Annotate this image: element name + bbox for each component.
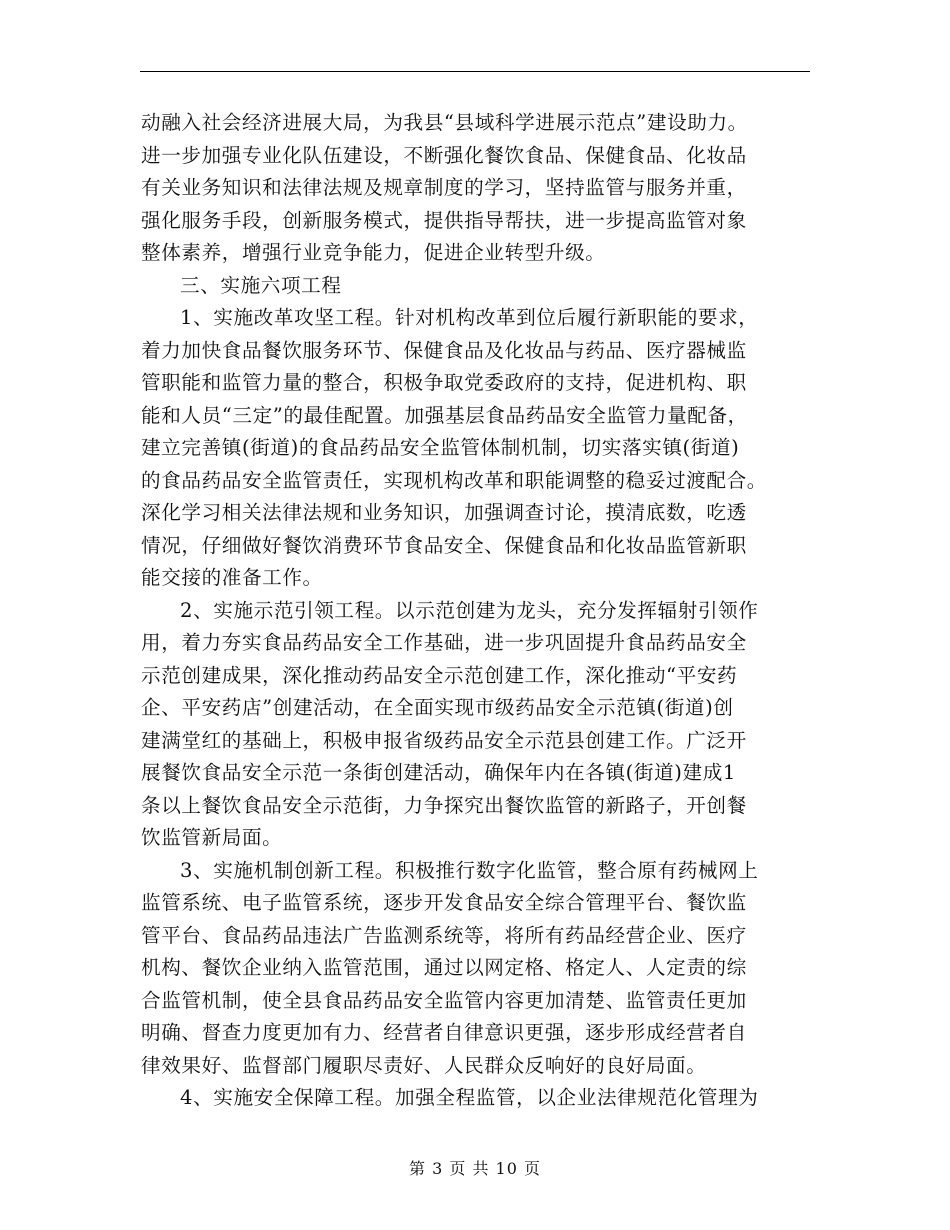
text-line: 深化学习相关法律法规和业务知识，加强调查讨论，摸清底数，吃透 (141, 501, 747, 524)
text-line: 进一步加强专业化队伍建设，不断强化餐饮食品、保健食品、化妆品 (141, 143, 747, 167)
header-rule (140, 71, 810, 72)
text-line: 动融入社会经济进展大局，为我县“县域科学进展示范点”建设助力。 (141, 111, 748, 134)
text-line: 1、实施改革攻坚工程。针对机构改革到位后履行新职能的要求， (180, 306, 759, 329)
text-line: 管职能和监管力量的整合，积极争取党委政府的支持，促进机构、职 (141, 371, 747, 394)
text-line: 明确、督查力度更加有力、经营者自律意识更强，逐步形成经营者自 (141, 1021, 747, 1044)
text-line: 合监管机制，使全县食品药品安全监管内容更加清楚、监管责任更加 (141, 988, 747, 1012)
text-line: 着力加快食品餐饮服务环节、保健食品及化妆品与药品、医疗器械监 (141, 338, 747, 362)
text-line: 展餐饮食品安全示范一条街创建活动，确保年内在各镇(街道)建成1 (141, 761, 736, 784)
text-line: 3、实施机制创新工程。积极推行数字化监管，整合原有药械网上 (180, 858, 759, 882)
text-line: 企、平安药店”创建活动，在全面实现市级药品安全示范镇(街道)创 (141, 696, 734, 719)
text-line: 2、实施示范引领工程。以示范创建为龙头，充分发挥辐射引领作 (180, 598, 759, 622)
text-line: 能和人员“三定”的最佳配置。加强基层食品药品安全监管力量配备， (141, 403, 748, 427)
text-line: 整体素养，增强行业竞争能力，促进企业转型升级。 (141, 241, 606, 264)
text-line: 律效果好、监督部门履职尽责好、人民群众反响好的良好局面。 (141, 1053, 707, 1077)
text-line: 建满堂红的基础上，积极申报省级药品安全示范县创建工作。广泛开 (141, 728, 747, 752)
page-footer: 第 3 页 共 10 页 (409, 1159, 541, 1178)
text-line: 机构、餐饮企业纳入监管范围，通过以网定格、格定人、人定责的综 (141, 956, 747, 979)
text-line: 饮监管新局面。 (141, 826, 283, 849)
text-line: 情况，仔细做好餐饮消费环节食品安全、保健食品和化妆品监管新职 (141, 533, 747, 557)
text-line: 的食品药品安全监管责任，实现机构改革和职能调整的稳妥过渡配合。 (141, 468, 768, 492)
text-line: 用，着力夯实食品药品安全工作基础，进一步巩固提升食品药品安全 (141, 631, 747, 654)
text-line: 4、实施安全保障工程。加强全程监管，以企业法律规范化管理为 (180, 1086, 759, 1109)
text-line: 监管系统、电子监管系统，逐步开发食品安全综合管理平台、餐饮监 (141, 891, 747, 914)
text-line: 示范创建成果，深化推动药品安全示范创建工作，深化推动“平安药 (141, 663, 738, 687)
text-line: 有关业务知识和法律法规及规章制度的学习，坚持监管与服务并重， (141, 176, 747, 199)
body-text (141, 107, 813, 1115)
text-line: 建立完善镇(街道)的食品药品安全监管体制机制，切实落实镇(街道) (141, 436, 740, 459)
text-line: 管平台、食品药品违法广告监测系统等，将所有药品经营企业、医疗 (141, 923, 747, 947)
text-line: 条以上餐饮食品安全示范街，力争探究出餐饮监管的新路子，开创餐 (141, 793, 747, 817)
text-line: 三、实施六项工程 (180, 273, 342, 297)
text-line: 能交接的准备工作。 (141, 566, 323, 589)
text-line: 强化服务手段，创新服务模式，提供指导帮扶，进一步提高监管对象 (141, 208, 747, 232)
